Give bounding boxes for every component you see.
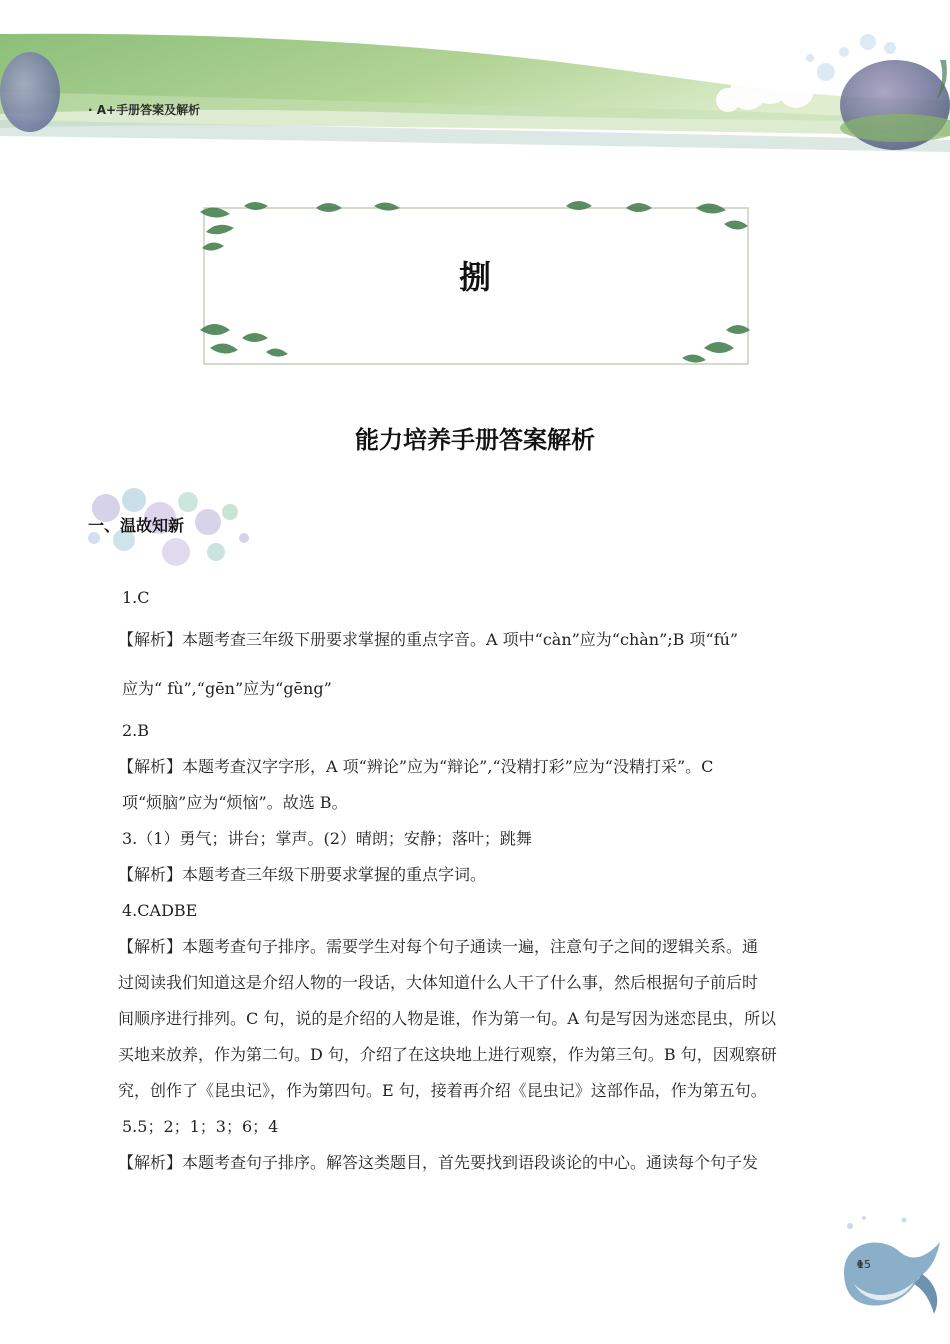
analysis-line: 间顺序进行排列。C 句，说的是介绍的人物是谁，作为第一句。A 句是写因为迷恋昆虫，所以 bbox=[118, 1009, 776, 1028]
answer-line: 3.（1）勇气；讲台；掌声。(2）晴朗；安静；落叶；跳舞 bbox=[122, 829, 532, 848]
analysis-line: 应为“ fù”,“gēn”应为“gēng” bbox=[122, 679, 332, 698]
answer-line: 2.B bbox=[122, 721, 150, 740]
answer-line: 1.C bbox=[122, 588, 150, 607]
analysis-line: 【解析】本题考查句子排序。需要学生对每个句子通读一遍，注意句子之间的逻辑关系。通 bbox=[118, 937, 759, 956]
header-banner bbox=[0, 0, 950, 170]
section-heading: 一、温故知新 bbox=[88, 516, 185, 535]
page-number: 15 bbox=[857, 1258, 871, 1271]
analysis-line: 【解析】本题考查汉字字形，A 项“辨论”应为“辩论”,“没精打彩”应为“没精打采”。C bbox=[118, 757, 714, 776]
header-label: · A+手册答案及解析 bbox=[88, 103, 201, 117]
analysis-line: 究，创作了《昆虫记》，作为第四句。E 句，接着再介绍《昆虫记》这部作品，作为第五句。 bbox=[118, 1081, 767, 1100]
answer-line: 4.CADBE bbox=[122, 901, 198, 920]
main-heading: 能力培养手册答案解析 bbox=[355, 426, 595, 454]
analysis-line: 【解析】本题考查三年级下册要求掌握的重点字词。 bbox=[118, 865, 487, 884]
analysis-line: 过阅读我们知道这是介绍人物的一段话，大体知道什么人干了什么事，然后根据句子前后时 bbox=[118, 973, 759, 992]
whale-decoration bbox=[830, 1212, 948, 1330]
chapter-title: 捌 bbox=[458, 258, 491, 296]
analysis-line: 买地来放养，作为第二句。D 句，介绍了在这块地上进行观察，作为第三句。B 句，因观察研 bbox=[118, 1045, 777, 1064]
answer-line: 5.5；2；1；3；6；4 bbox=[122, 1117, 279, 1136]
analysis-line: 项“烦脑”应为“烦恼”。故选 B。 bbox=[122, 793, 348, 812]
analysis-line: 【解析】本题考查句子排序。解答这类题目，首先要找到语段谈论的中心。通读每个句子发 bbox=[118, 1153, 759, 1172]
analysis-line: 【解析】本题考查三年级下册要求掌握的重点字音。A 项中“càn”应为“chàn”;B 项“fú” bbox=[118, 630, 739, 649]
